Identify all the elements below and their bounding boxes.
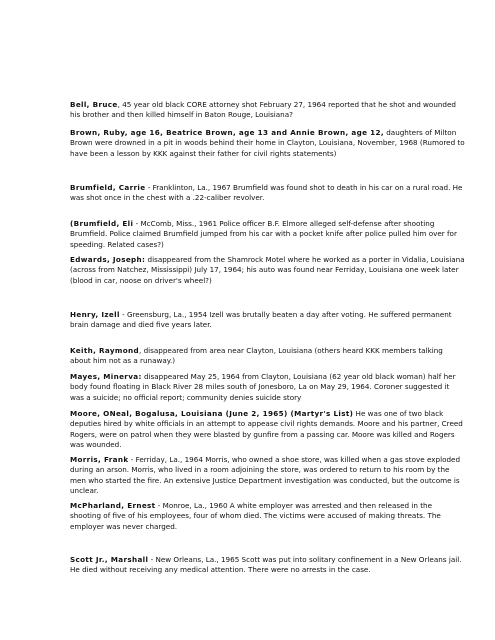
entry-name: Scott Jr., Marshall (70, 555, 149, 564)
entry-keith-raymond (70, 346, 465, 367)
entry-name: Keith, Raymond (70, 346, 140, 355)
entry-text: disappeared May 25, 1964 from Clayton, Louisiana (62 year old black woman) half her body found floating in Black River 28 miles south of Jonesboro, La on May 29, 1964. Coroner suggested it was a suicide; no official report; community denies suicide story (70, 372, 456, 402)
entry-moore-oneal (70, 409, 465, 451)
entry-text: disappeared from the Shamrock Motel where he worked as a porter in Vidalia, Louisiana (across from Natchez, Mississippi) July 17, 1964; his auto was found near Ferriday, Louisiana one week later (blood in car, noose on driver's wheel?) (70, 255, 465, 285)
entry-brumfield-carrie (70, 183, 465, 204)
entry-text: - McComb, Miss., 1961 Police officer B.F. Elmore alleged self-defense after shooting Brumfield. Police claimed Brumfield jumped from his car with a pocket knife after police pulled him over for speeding. Related cases?) (70, 219, 457, 249)
entry-name: Morris, Frank (70, 455, 129, 464)
entry-name: Brown, Ruby, age 16, Beatrice Brown, age 13 and Annie Brown, age 12, (70, 128, 384, 137)
entry-morris-frank (70, 455, 465, 497)
entry-brumfield-eli (70, 219, 465, 250)
entry-text: - Greensburg, La., 1954 Izell was brutally beaten a day after voting. He suffered permanent brain damage and died five years later. (70, 310, 452, 330)
entry-edwards-joseph (70, 255, 465, 286)
entry-text: - Ferriday, La., 1964 Morris, who owned a shoe store, was killed when a gas stove exploded during an arson. Morris, who lived in a room adjoining the store, was ordered to return to his room by the men who started the fire. An extensive Justice Department investigation was conducted, but the outcome is unclear. (70, 455, 461, 496)
entry-name: (Brumfield, Eli (70, 219, 134, 228)
entry-name: McPharland, Ernest (70, 501, 156, 510)
entry-text: - Franklinton, La., 1967 Brumfield was found shot to death in his car on a rural road. He was shot once in the chest with a .22-caliber revolver. (70, 183, 463, 203)
entry-name: Bell, Bruce (70, 100, 118, 109)
entry-text: - Monroe, La., 1960 A white employer was arrested and then released in the shooting of five of his employees, four of whom died. The victims were accused of making threats. The employer was never charged. (70, 501, 441, 531)
entry-bell-bruce (70, 100, 465, 121)
entry-name: Henry, Izell (70, 310, 120, 319)
entry-text: daughters of Milton Brown were drowned in a pit in woods behind their home in Clayton, Louisiana, November, 1968 (Rumored to have been a lesson by KKK against their father for civil rights statements) (70, 128, 465, 158)
entry-text: , 45 year old black CORE attorney shot February 27, 1964 reported that he shot and wounded his brother and then killed himself in Baton Rouge, Louisiana? (70, 100, 456, 120)
entry-mayes-minerva (70, 372, 465, 403)
entry-henry-izell (70, 310, 465, 331)
entry-mcpharland-ernest (70, 501, 465, 532)
entry-text: He was one of two black deputies hired by white officials in an attempt to appease civil rights demands. Moore and his partner, Creed Rogers, were on patrol when they were blasted by gunfire from a passing car. Moore was killed and Rogers was wounded. (70, 409, 463, 450)
entry-name: Edwards, Joseph: (70, 255, 146, 264)
entry-text: - New Orleans, La., 1965 Scott was put into solitary confinement in a New Orleans jail. He died without receiving any medical attention. There were no arrests in the case. (70, 555, 462, 575)
entry-text: , disappeared from area near Clayton, Louisiana (others heard KKK members talking about him not as a runaway.) (70, 346, 443, 366)
entry-scott-marshall (70, 555, 465, 576)
entry-name: Moore, ONeal, Bogalusa, Louisiana (June 2, 1965) (Martyr's List) (70, 409, 354, 418)
entry-name: Mayes, Minerva: (70, 372, 142, 381)
entry-name: Brumfield, Carrie (70, 183, 146, 192)
entry-brown-sisters (70, 128, 465, 159)
